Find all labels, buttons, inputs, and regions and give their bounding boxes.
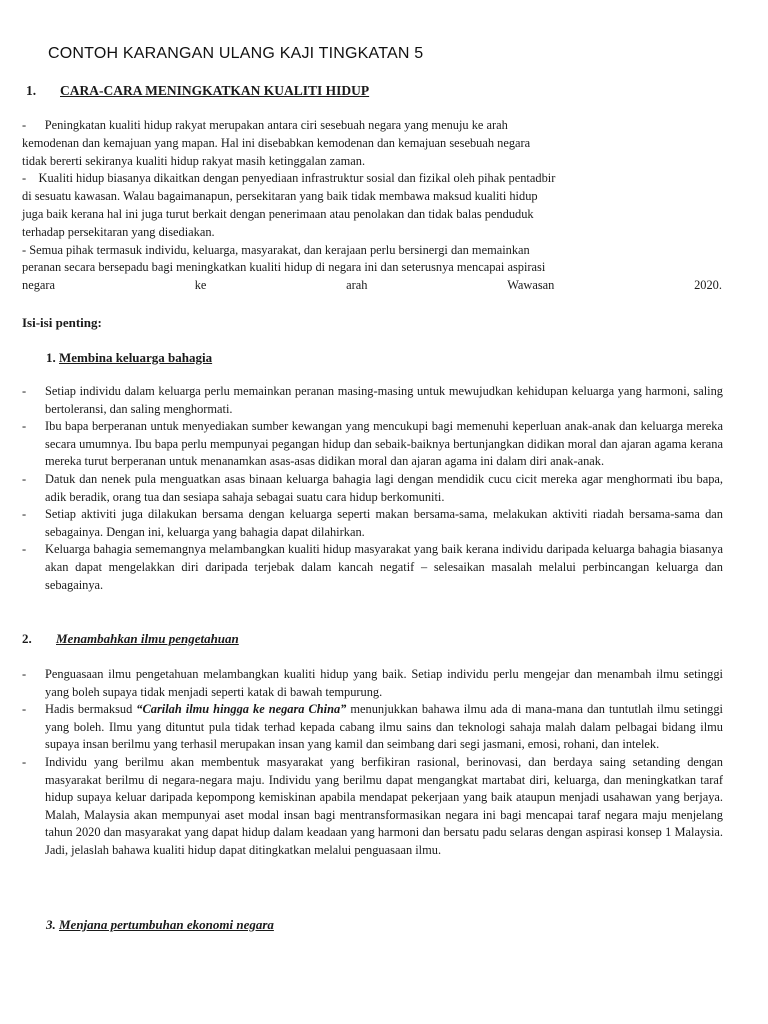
section-number: 1. (26, 83, 37, 98)
list-item-text: Penguasaan ilmu pengetahuan melambangkan kualiti hidup yang baik. Setiap individu perlu mengejar dan menambah ilmu setinggi yang boleh supaya tidak menjadi seperti katak di bawah tempurung. (45, 667, 723, 699)
bullet-dash: - (22, 754, 27, 769)
intro-line: - Semua pihak termasuk individu, keluarga, masyarakat, dan kerajaan perlu bersinergi dan memainkan (22, 242, 530, 257)
point-1-heading (46, 350, 212, 366)
intro-line: - Peningkatan kualiti hidup rakyat merupakan antara ciri sesebuah negara yang menuju ke arah (22, 118, 508, 132)
point-3-heading (46, 917, 274, 933)
point-2-heading (22, 631, 239, 647)
list-item (22, 418, 723, 471)
intro-line: terhadap persekitaran yang disediakan. (22, 224, 215, 239)
list-item-text: Datuk dan nenek pula menguatkan asas binaan keluarga bahagia lagi dengan mendidik cucu cicit mereka agar menghormati ibu bapa, adik beradik, orang tua dan sesiapa sahaja sebagai suatu cara hidup berkomuniti. (45, 471, 723, 504)
intro-last-line (22, 277, 722, 295)
point-1-number: 1. (46, 350, 56, 365)
bullet-dash: - (22, 702, 27, 717)
intro-line: tidak bererti sekiranya kualiti hidup rakyat masih ketinggalan zaman. (22, 153, 366, 168)
list-item (22, 541, 723, 594)
point-1-list (22, 383, 723, 594)
section-title: CARA-CARA MENINGKATKAN KUALITI HIDUP (60, 83, 370, 98)
bullet-dash: - (22, 419, 27, 434)
bullet-dash: - (22, 471, 27, 486)
intro-word: negara (22, 278, 56, 293)
section-heading (26, 83, 369, 99)
point-2-list (22, 666, 723, 860)
intro-word: 2020. (694, 278, 722, 293)
intro-line: kemodenan dan kemajuan yang mapan. Hal ini disebabkan kemodenan dan kemajuan sesebuah negara (22, 135, 531, 150)
document-title: CONTOH KARANGAN ULANG KAJI TINGKATAN 5 (48, 45, 424, 62)
list-item-text: Individu yang berilmu akan membentuk masyarakat yang berfikiran rasional, berinovasi, dan berdaya saing setanding dengan masyarakat berilmu di negara-negara maju. Individu yang berilmu dapat mengangkat martabat diri, keluarga, dan meningkatkan taraf hidup supaya keluar daripada kepompong kemiskinan apabila mendapat pekerjaan yang baik ataupun menjadi usahawan yang berjaya. Malah, Malaysia akan mempunyai aset modal insan bagi mentransformasikan negara ini bagi mencapai taraf negara maju menjelang tahun 2020 dan masyarakat yang dapat hidup dalam keadaan yang harmoni dan bersatu padu selaras dengan aspirasi konsep 1 Malaysia. Jadi, jelaslah bahawa kualiti hidup dapat ditingkatkan melalui penguasaan ilmu. (45, 754, 723, 857)
intro-paragraph (22, 117, 722, 295)
bullet-dash: - (22, 667, 27, 681)
list-item-text: Setiap aktiviti juga dilakukan bersama dengan keluarga seperti makan bersama-sama, melakukan aktiviti riadah bersama-sama dan sebagainya. Dengan ini, keluarga yang bahagia dapat dilahirkan. (45, 507, 723, 539)
point-2-title: Menambahkan ilmu pengetahuan (56, 631, 239, 646)
intro-word: arah (346, 278, 368, 293)
intro-word: ke (194, 278, 207, 293)
key-points-heading: Isi-isi penting: (22, 315, 102, 330)
bullet-dash: - (22, 507, 27, 522)
list-item-text: Ibu bapa berperanan untuk menyediakan sumber kewangan yang mencukupi bagi memenuhi keperluan anak-anak dan keluarga mereka secara umumnya. Ibu bapa perlu mempunyai pegangan hidup dan sebaik-baiknya bertunjangkan didikan moral dan ajaran agama kerana mereka turut berperanan untuk menanamkan asas-asas didikan moral dan ajaran agama ini dalam diri anak-anak. (45, 419, 723, 469)
list-item (22, 666, 723, 701)
intro-line: juga baik kerana hal ini juga turut berkait dengan penerimaan atau penolakan dan tidak balas penduduk (22, 206, 534, 221)
list-item (22, 506, 723, 541)
intro-line: - Kualiti hidup biasanya dikaitkan dengan penyediaan infrastruktur sosial dan fizikal oleh pihak pentadbir (22, 171, 556, 186)
list-item-text: Hadis bermaksud (45, 702, 137, 717)
list-item (22, 383, 723, 418)
hadith-quote: “Carilah ilmu hingga ke negara China” (136, 702, 347, 717)
point-3-title: Menjana pertumbuhan ekonomi negara (59, 917, 274, 932)
list-item (22, 701, 723, 754)
list-item (22, 754, 723, 860)
intro-line: peranan secara bersepadu bagi meningkatkan kualiti hidup di negara ini dan seterusnya mencapai aspirasi (22, 260, 546, 275)
list-item (22, 471, 723, 506)
intro-line: di sesuatu kawasan. Walau bagaimanapun, persekitaran yang baik tidak membawa maksud kualiti hidup (22, 189, 538, 204)
point-1-title: Membina keluarga bahagia (59, 350, 213, 365)
list-item-text: Setiap individu dalam keluarga perlu memainkan peranan masing-masing untuk mewujudkan kehidupan keluarga yang harmoni, saling bertoleransi, dan saling menghormati. (45, 384, 723, 416)
bullet-dash: - (22, 542, 27, 557)
list-item-text: menunjukkan bahawa ilmu ada di mana-mana dan tuntutlah ilmu setinggi yang boleh. Ilmu yang dituntut pula tidak terhad kepada cabang ilmu sains dan teknologi sahaja malah dalam pelbagai bidang ilmu supaya insan berilmu yang terhasil merupakan insan yang kamil dan seimbang dari segi jasmani, emosi, rohani, dan intelek. (45, 702, 723, 752)
list-item-text: Keluarga bahagia sememangnya melambangkan kualiti hidup masyarakat yang baik kerana individu daripada keluarga bahagia biasanya akan dapat mengelakkan diri daripada terjebak dalam kancah negatif – selesaikan masalah melalui perbincangan keluarga dan sebagainya. (45, 542, 723, 592)
point-3-number: 3. (46, 917, 56, 932)
bullet-dash: - (22, 384, 27, 398)
intro-word: Wawasan (507, 278, 555, 293)
point-2-number: 2. (22, 631, 32, 646)
